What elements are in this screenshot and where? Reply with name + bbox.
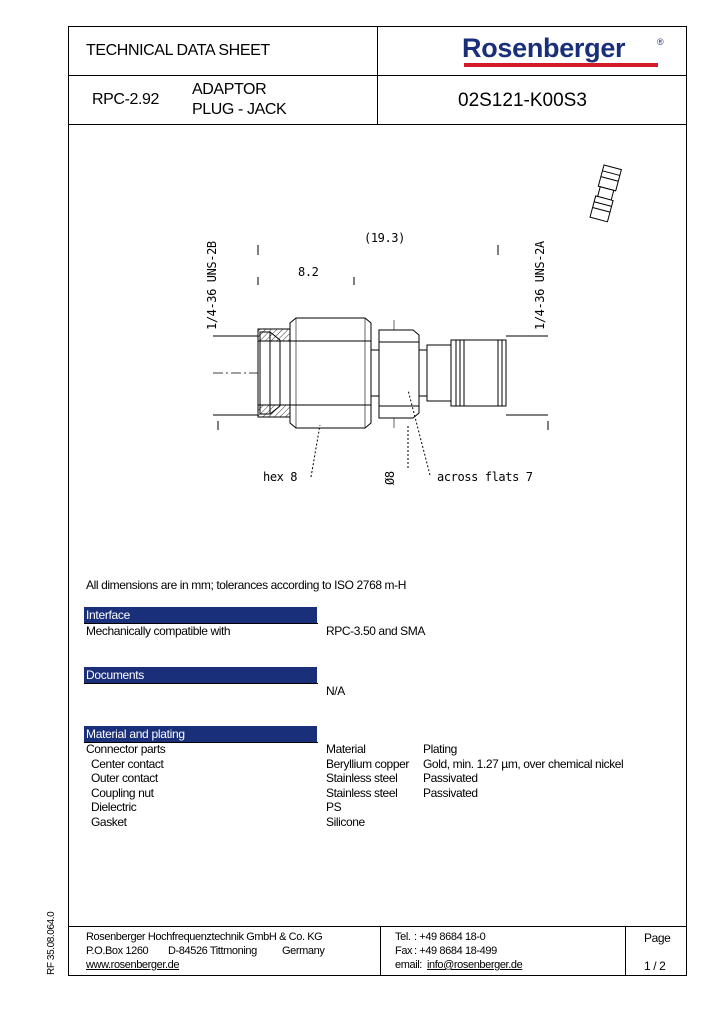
footer-vertical-1	[380, 926, 381, 976]
part-material: Stainless steel	[326, 771, 398, 785]
email-link[interactable]: info@rosenberger.de	[427, 959, 523, 971]
interface-label: Mechanically compatible with	[86, 624, 231, 638]
diameter-label: Ø8	[383, 471, 397, 485]
thread-right-label: 1/4-36 UNS-2A	[533, 241, 547, 330]
product-type-line1: ADAPTOR	[192, 81, 267, 98]
page-number: 1 / 2	[644, 959, 666, 973]
series-label: RPC-2.92	[92, 91, 160, 108]
registered-mark: ®	[657, 37, 664, 47]
thread-left-label: 1/4-36 UNS-2B	[205, 241, 219, 330]
part-material: Stainless steel	[326, 786, 398, 800]
address: D-84526 Tittmoning	[168, 945, 257, 957]
rosenberger-logo	[462, 33, 672, 69]
header-vertical-divider	[377, 26, 378, 125]
across-flats-label: across flats 7	[437, 470, 533, 484]
interface-header: Interface	[84, 607, 317, 623]
part-name: Outer contact	[91, 771, 158, 785]
hex-label: hex 8	[263, 470, 298, 484]
interface-value: RPC-3.50 and SMA	[326, 624, 425, 638]
part-name: Dielectric	[91, 800, 137, 814]
part-material: PS	[326, 800, 342, 814]
part-name: Center contact	[91, 757, 164, 771]
part-plating: Gold, min. 1.27 µm, over chemical nickel	[423, 757, 624, 771]
footer-divider	[68, 926, 687, 927]
footer-vertical-2	[625, 926, 626, 976]
material-header: Material and plating	[84, 726, 317, 742]
fax-label: Fax	[395, 945, 413, 957]
col-material: Material	[326, 742, 366, 756]
logo-underline	[464, 63, 658, 67]
col-connector-parts: Connector parts	[86, 742, 166, 756]
page-label: Page	[644, 931, 671, 945]
technical-drawing	[68, 125, 687, 545]
tolerance-note: All dimensions are in mm; tolerances according to ISO 2768 m-H	[86, 578, 407, 592]
website-link[interactable]: www.rosenberger.de	[86, 959, 180, 971]
company-name: Rosenberger Hochfrequenztechnik GmbH & Co. KG	[86, 931, 323, 943]
po-box: P.O.Box 1260	[86, 945, 149, 957]
part-plating: Passivated	[423, 786, 478, 800]
part-name: Coupling nut	[91, 786, 154, 800]
documents-header: Documents	[84, 667, 317, 683]
part-plating: Passivated	[423, 771, 478, 785]
col-plating: Plating	[423, 742, 457, 756]
part-number: 02S121-K00S3	[458, 90, 587, 111]
documents-value: N/A	[326, 684, 345, 698]
country: Germany	[282, 945, 325, 957]
dim-82: 8.2	[298, 265, 319, 279]
doc-title: TECHNICAL DATA SHEET	[86, 42, 270, 59]
fax-number: : +49 8684 18-499	[414, 945, 497, 957]
tel-number: : +49 8684 18-0	[414, 931, 486, 943]
brand-name: Rosenberger	[462, 33, 626, 63]
product-type-line2: PLUG - JACK	[192, 101, 287, 118]
part-material: Silicone	[326, 815, 365, 829]
side-document-code: RF 35.08.064.0	[46, 911, 57, 975]
tel-label: Tel.	[395, 931, 411, 943]
part-material: Beryllium copper	[326, 757, 409, 771]
overall-length-dim: (19.3)	[364, 231, 405, 245]
documents-divider	[84, 683, 318, 684]
email-label: email:	[395, 959, 422, 971]
part-name: Gasket	[91, 815, 127, 829]
